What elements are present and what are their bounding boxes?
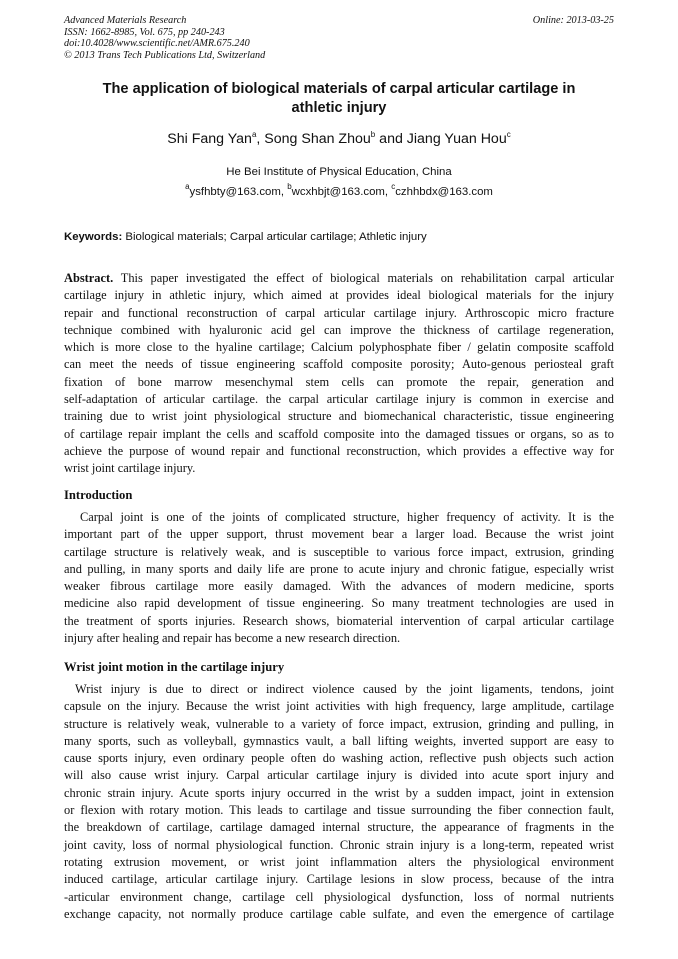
introduction-body — [64, 509, 614, 647]
intro-line: and pulling, in many sports and daily life are prone to acute injury and chronic fatigue, especially wrist — [64, 561, 614, 576]
keywords-label: Keywords: — [64, 231, 123, 243]
wrist-section-heading: Wrist joint motion in the cartilage injury — [64, 660, 285, 674]
wrist-line: -articular environment change, cartilage cell physiological dysfunction, loss of normal nutrients — [64, 889, 614, 904]
email-2-mark: b — [287, 182, 292, 191]
abstract-line: training due to wrist joint physiological structure and biomechanical characteristic, tissue engineering — [64, 409, 614, 424]
email-2: wcxhbjt@163.com, — [291, 186, 392, 198]
wrist-line: the breakdown of cartilage, cartilage damaged internal structure, the appearance of fragments in the — [64, 820, 614, 835]
abstract-line: fixation of bone marrow mesenchymal stem cells can promote the repair, generation and — [64, 374, 614, 389]
abstract — [64, 270, 614, 478]
introduction-heading: Introduction — [64, 488, 133, 502]
abstract-line: repair and functional reconstruction of carpal articular cartilage injury. Arthroscopic micro fracture — [64, 305, 614, 320]
abstract-line-text: This paper investigated the effect of biological materials on rehabilitation carpal articular — [113, 271, 614, 285]
wrist-line: many sports, such as volleyball, gymnastics vault, a ball lifting weights, inverted support are easy to — [64, 733, 614, 748]
wrist-line: Wrist injury is due to direct or indirect violence caused by the joint ligaments, tendons, joint — [75, 682, 614, 696]
online-date: Online: 2013-03-25 — [532, 15, 614, 26]
author-separator: and — [375, 131, 407, 147]
issn-line: ISSN: 1662-8985, Vol. 675, pp 240-243 — [64, 26, 225, 38]
journal-header — [64, 15, 265, 61]
wrist-line: or flexion with rotary motion. This leads to cartilage and tissue surrounding the fiber connection fault, — [64, 803, 614, 818]
title-line-1: The application of biological materials of carpal articular cartilage in — [102, 81, 576, 97]
journal-name: Advanced Materials Research — [64, 15, 187, 26]
email-3-mark: c — [391, 182, 396, 191]
wrist-line: structure is relatively weak, vulnerable to a variety of force impact, extrusion, grinding and pulling, in — [64, 716, 614, 731]
wrist-line: joint cavity, loss of normal physiological function. Chronic strain injury is a long-term, repeated wrist — [64, 837, 614, 852]
author-2: Song Shan Zhou — [264, 131, 371, 147]
intro-line: medicine also rapid development of tissue engineering. So many treatment technologies are used in — [64, 596, 614, 611]
wrist-line: induced cartilage, articular cartilage injury. Cartilage lesions in slow process, because of the intra — [64, 872, 614, 887]
email-3: czhhbdx@163.com — [395, 186, 493, 198]
wrist-line: chronic strain injury. Acute sports injury occurred in the wrist by a sudden impact, joint in extension — [64, 785, 614, 800]
wrist-line: exchange capacity, not normally produce cartilage cable sulfate, and even the emergence of cartilage — [64, 906, 614, 921]
author-3: Jiang Yuan Hou — [406, 131, 507, 147]
author-1: Shi Fang Yan — [167, 131, 252, 147]
intro-line: weaker fibrous cartilage more easily damaged. With the advances of modern medicine, sports — [64, 579, 614, 594]
wrist-section-body — [64, 681, 614, 923]
keywords — [64, 230, 614, 244]
paper-title — [60, 80, 618, 117]
abstract-line: wrist joint cartilage injury. — [64, 461, 196, 476]
keywords-text: Biological materials; Carpal articular cartilage; Athletic injury — [122, 231, 427, 243]
author-list — [60, 130, 618, 148]
author-separator: , — [256, 131, 265, 147]
abstract-line: of cartilage repair implant the cells and scaffold composite into the damaged tissues or organs, so as to — [64, 426, 614, 441]
author-3-mark: c — [506, 130, 511, 139]
abstract-line — [64, 270, 614, 287]
abstract-line: achieve the purpose of wound repair and functional reconstruction, which provides a effective way for — [64, 443, 614, 458]
affiliation: He Bei Institute of Physical Education, China — [226, 166, 452, 178]
abstract-line: which is more close to the hyaline cartilage; Calcium polyphosphate fiber / gelatin composite scaffold — [64, 340, 614, 355]
copyright-line: © 2013 Trans Tech Publications Ltd, Switzerland — [64, 49, 266, 61]
intro-line: injury after healing and repair has become a new research direction. — [64, 631, 401, 646]
abstract-label: Abstract. — [64, 271, 114, 285]
intro-line: cartilage structure is relatively weak, and is susceptible to various force impact, extrusion, grinding — [64, 544, 614, 559]
wrist-line: rotating extrusion movement, or wrist joint inflammation alters the physiological environment — [64, 854, 614, 869]
abstract-line: can meet the needs of tissue engineering scaffold composite porosity; Auto-genous periosteal graft — [64, 357, 614, 372]
author-emails — [60, 182, 618, 199]
wrist-line: cause sports injury, even ordinary people often do washing action, reflective push objects such action — [64, 751, 614, 766]
doi-line: doi:10.4028/www.scientific.net/AMR.675.240 — [64, 38, 250, 49]
abstract-line: self-adaptation of articular cartilage. the carpal articular cartilage injury is common in exercise and — [64, 392, 614, 407]
intro-line: Carpal joint is one of the joints of complicated structure, higher frequency of activity. It is the — [80, 510, 614, 524]
author-2-mark: b — [370, 130, 376, 139]
title-line-2: athletic injury — [291, 99, 387, 116]
wrist-line: will also cause wrist injury. Carpal articular cartilage injury is divided into acute sport injury and — [64, 768, 614, 783]
intro-line: the treatment of sports injuries. Research shows, biomaterial intervention of carpal articular cartilage — [64, 613, 614, 628]
email-1: ysfhbty@163.com, — [189, 186, 288, 198]
abstract-line: cartilage injury in athletic injury, which aimed at provides ideal biological materials for the injury — [64, 288, 614, 303]
author-1-mark: a — [251, 130, 257, 139]
email-1-mark: a — [185, 182, 190, 191]
abstract-line: technique combined with hyaluronic acid gel can improve the thickness of cartilage regeneration, — [64, 322, 614, 337]
wrist-line: capsule on the injury. Because the wrist joint activities with high frequency, large amplitude, cartilage — [64, 699, 614, 714]
intro-line: important part of the upper support, thrust movement bear a larger load. Because the wrist joint — [64, 527, 614, 542]
